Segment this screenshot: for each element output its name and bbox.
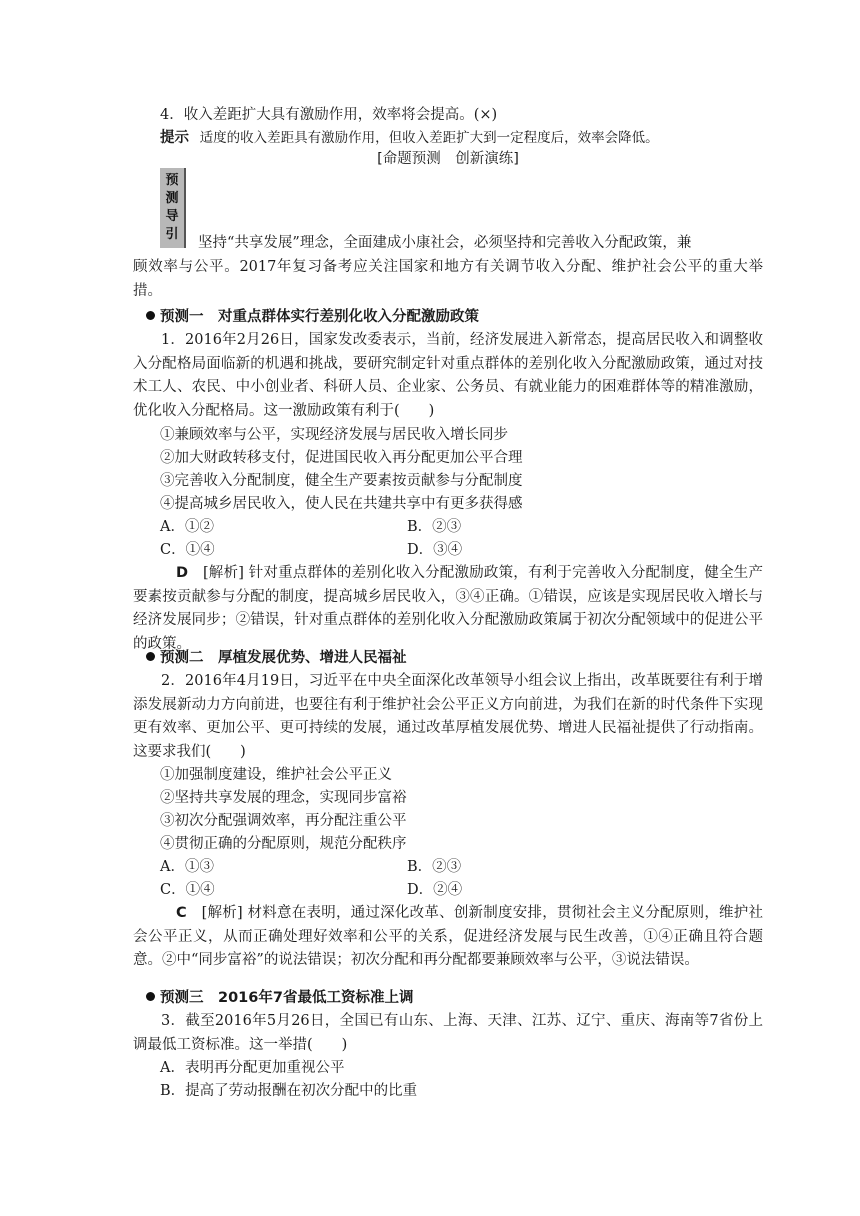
q2-statement-3: ③初次分配强调效率，再分配注重公平 [160, 813, 407, 829]
section-title: [命题预测 创新演练] [377, 151, 519, 167]
q1-answer: D [176, 565, 189, 581]
q1-statement-4: ④提高城乡居民收入，使人民在共建共享中有更多获得感 [160, 496, 523, 512]
q2-analysis [133, 902, 763, 973]
q2-choice-d: D．②④ [407, 882, 463, 898]
prediction-1-heading [146, 306, 479, 328]
q1-statement-1: ①兼顾效率与公平，实现经济发展与居民收入增长同步 [160, 427, 508, 443]
q2-statement-4: ④贯彻正确的分配原则，规范分配秩序 [160, 836, 407, 852]
q1-choice-c: C．①④ [160, 542, 215, 558]
q1-choice-a: A．①② [160, 519, 214, 535]
heading-text: 预测一 对重点群体实行差别化收入分配激励政策 [160, 309, 479, 325]
analysis-text: 针对重点群体的差别化收入分配激励政策，有利于完善收入分配制度，健全生产要素按贡献参与分配的制度，提高城乡居民收入，③④正确。①错误，应该是实现居民收入增长与经济发展同步；②错误，针对重点群体的差别化收入分配激励政策属于初次分配领域中的促进公平的政策。 [133, 565, 763, 652]
analysis-label: [解析] [201, 905, 243, 921]
review-item-4: 4．收入差距扩大具有激励作用，效率将会提高。(×) [160, 107, 498, 123]
q2-choice-a: A．①③ [160, 859, 214, 875]
prediction-3-heading [146, 987, 413, 1009]
heading-text: 预测二 厚植发展优势、增进人民福祉 [160, 650, 407, 666]
bullet-icon [146, 652, 155, 661]
guide-first-line: 坚持“共享发展”理念，全面建成小康社会，必须坚持和完善收入分配政策，兼 [198, 235, 692, 251]
q3-choice-b: B．提高了劳动报酬在初次分配中的比重 [160, 1083, 418, 1099]
question-1-text: 1．2016年2月26日，国家发改委表示，当前，经济发展进入新常态，提高居民收入和调整收入分配格局面临新的机遇和挑战，要研究制定针对重点群体的差别化收入分配激励政策，通过对技术工人、农民、中小创业者、科研人员、企业家、公务员、有就业能力的困难群体等的精准激励，优化收入分配格局。这一激励政策有利于( ) [133, 332, 763, 419]
guide-text: 顾效率与公平。2017年复习备考应关注国家和地方有关调节收入分配、维护社会公平的重大举措。 [133, 259, 763, 299]
bullet-icon [146, 992, 155, 1001]
heading-text: 预测三 2016年7省最低工资标准上调 [160, 990, 414, 1006]
hint-line [160, 127, 659, 149]
q1-choice-d: D．③④ [407, 542, 463, 558]
q2-answer: C [176, 905, 187, 921]
question-3-text: 3．截至2016年5月26日，全国已有山东、上海、天津、江苏、辽宁、重庆、海南等7省份上调最低工资标准。这一举措( ) [133, 1013, 763, 1053]
q1-choice-b: B．②③ [407, 519, 462, 535]
q2-choice-b: B．②③ [407, 859, 462, 875]
hint-label: 提示 [160, 130, 189, 146]
q1-statement-3: ③完善收入分配制度，健全生产要素按贡献参与分配制度 [160, 473, 523, 489]
analysis-label: [解析] [202, 565, 244, 581]
q1-analysis [133, 562, 763, 656]
guide-char: 预 [165, 173, 179, 188]
guide-char: 引 [165, 227, 179, 242]
analysis-text: 材料意在表明，通过深化改革、创新制度安排，贯彻社会主义分配原则，维护社会公平正义，从而正确处理好效率和公平的关系，促进经济发展与民生改善，①④正确且符合题意。②中“同步富裕”的说法错误；初次分配和再分配都要兼顾效率与公平，③说法错误。 [133, 905, 764, 968]
q2-choice-c: C．①④ [160, 882, 215, 898]
question-2-text: 2．2016年4月19日，习近平在中央全面深化改革领导小组会议上指出，改革既要往有利于增添发展新动力方向前进，也要往有利于维护社会公平正义方向前进，为我们在新的时代条件下实现更有效率、更加公平、更可持续的发展，通过改革厚植发展优势、增进人民福祉提供了行动指南。这要求我们( ) [133, 673, 763, 760]
q2-statement-1: ①加强制度建设，维护社会公平正义 [160, 767, 392, 783]
forecast-guide-box [160, 168, 186, 248]
bullet-icon [146, 311, 155, 320]
prediction-2-heading [146, 647, 407, 669]
guide-char: 测 [165, 191, 179, 206]
q2-statement-2: ②坚持共享发展的理念，实现同步富裕 [160, 790, 407, 806]
q3-choice-a: A．表明再分配更加重视公平 [160, 1060, 345, 1076]
guide-char: 导 [165, 209, 179, 224]
hint-text: 适度的收入差距具有激励作用，但收入差距扩大到一定程度后，效率会降低。 [199, 130, 659, 146]
q1-statement-2: ②加大财政转移支付，促进国民收入再分配更加公平合理 [160, 450, 523, 466]
